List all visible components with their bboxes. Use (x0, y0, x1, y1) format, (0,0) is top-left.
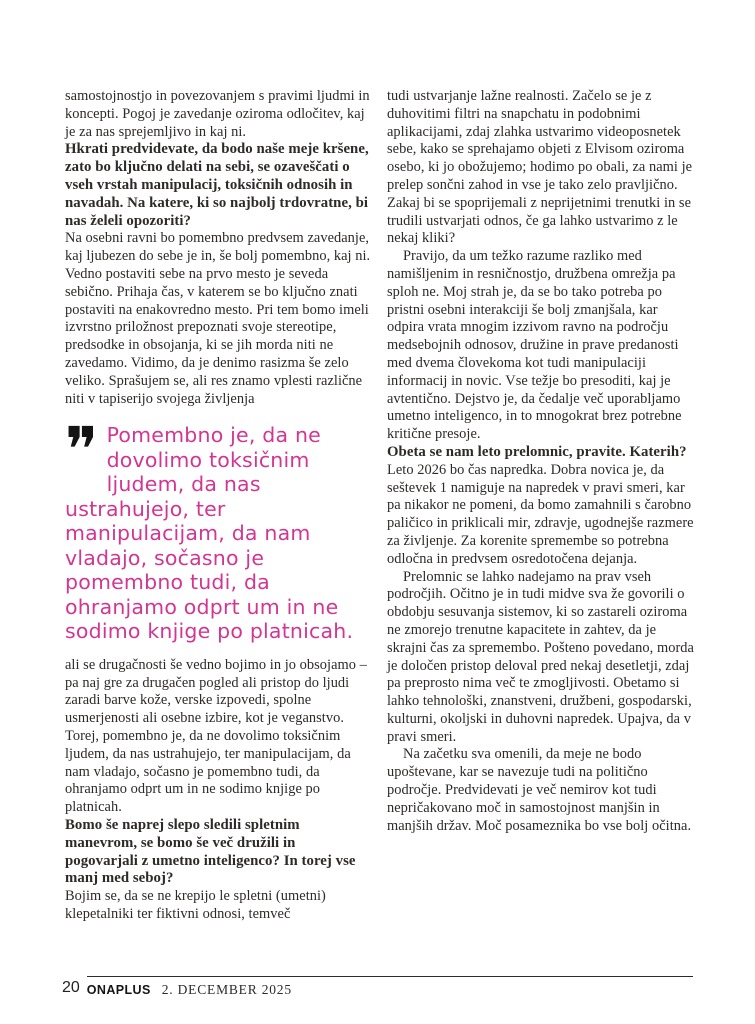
paragraph: samostojnostjo in povezovanjem s pravimi ljudmi in koncepti. Pogoj je zavedanje oziroma odločitev, kaj je za nas sprejemljivo in kaj ni. (65, 88, 370, 140)
paragraph: Leto 2026 bo čas napredka. Dobra novica je, da seštevek 1 namiguje na napredek v pravi smeri, kar pa nikakor ne pomeni, da bomo zamahnili s čarobno paličico in priklicali mir, zdravje, ugodnejše razmere za življenje. Za korenite spremembe so potrebna odločna in predvsem osredotočena dejanja. (387, 461, 694, 567)
paragraph: tudi ustvarjanje lažne realnosti. Začelo se je z duhovitimi filtri na snapchatu in podobnimi aplikacijami, zdaj zlahka ustvarimo videoposnetek sebe, kako se sprehajamo objeti z Elvisom oziroma osebo, ki jo obožujemo; hodimo po obali, za nami je prelep sončni zahod in vse je tako zelo pravljično. Zakaj bi se spoprijemali z neprijetnimi trenutki in se trudili ustvarjati odnos, če ga lahko ustvarimo z le nekaj kliki? (387, 88, 693, 247)
pull-quote-text: Pomembno je, da ne dovolimo toksičnim ljudem, da nas ustrahujejo, ter manipulacijam, da nam vladajo, sočasno je pomembno tudi, da ohranjamo odprt um in ne sodimo knjige po platnicah. (65, 423, 354, 644)
quote-mark-icon: ❞ (65, 413, 99, 487)
magazine-brand: ONAPLUS (86, 983, 151, 997)
pull-quote (65, 413, 372, 644)
paragraph: Prelomnic se lahko nadejamo na prav vseh področjih. Očitno je in tudi midve sva že govorili o obdobju sesuvanja sistemov, ki so zastareli oziroma ne zmorejo trenutne kapacitete in zahtev, da je skrajni čas za spremembo. Pošteno povedano, morda je določen pristop deloval pred nekaj desetletji, zdaj pa preprosto nima več te zmogljivosti. Obetamo si lahko tehnološki, znanstveni, družbeni, gospodarski, kulturni, okoljski in duhovni napredek. Upajva, da v pravi smeri. (387, 568, 694, 745)
paragraph: Na začetku sva omenili, da meje ne bodo upoštevane, kar se navezuje tudi na politično področje. Predvidevati je več nemirov kot tudi nepričakovano moč in samostojnost manjšin in manjših držav. Moč posameznika bo vse bolj očitna. (387, 746, 692, 834)
paragraph: Bojim se, da se ne krepijo le spletni (umetni) klepetalniki ter fiktivni odnosi, temveč (65, 888, 326, 922)
article-body (65, 88, 694, 924)
interview-question: Obeta se nam leto prelomnic, pravite. Katerih? (387, 443, 687, 460)
article-column-left (65, 88, 372, 924)
paragraph: Na osebni ravni bo pomembno predvsem zavedanje, kaj ljubezen do sebe je in, še bolj pomembno, kaj ni. Vedno postaviti sebe na prvo mesto je seveda sebično. Prihaja čas, v katerem se bo ključno znati postaviti na enakovredno mesto. Pri tem bomo imeli izvrstno priložnost prepoznati svoje stereotipe, predsodke in obsojanja, ki se jih morda niti ne zavedamo. Vidimo, da je denimo rasizma še zelo veliko. Sprašujem se, ali res znamo vplesti različne niti v tapiserijo svojega življenja (65, 230, 371, 407)
interview-question: Hkrati predvidevate, da bodo naše meje kršene, zato bo ključno delati na sebi, se ozaveščati o vseh vrstah manipulacij, toksičnih odnosih in navadah. Na katere, ki so najbolj trdovratne, bi nas želeli opozoriti? (65, 141, 369, 229)
footer-rule (87, 976, 693, 999)
paragraph: Pravijo, da um težko razume razliko med namišljenim in resničnostjo, družbena omrežja pa sploh ne. Moj strah je, da se bo tako potreba po pristni osebni interakciji še bolj zmanjšala, kar odpira vrata mnogim izzivom ravno na področju medsebojnih odnosov, družine in prave predanosti med dvema človekoma kot tudi manipulaciji informacij in novic. Vse težje bo presoditi, kaj je avtentično. Dejstvo je, da čedalje več uporabljamo umetno inteligenco, in to mnogokrat brez potrebne kritične presoje. (387, 248, 682, 443)
page-number: 20 (62, 979, 80, 996)
interview-question: Bomo še naprej slepo sledili spletnim manevrom, se bomo še več družili in pogovarjali z umetno inteligenco? In torej vse manj med seboj? (65, 817, 356, 887)
article-column-right (387, 88, 694, 924)
paragraph: ali se drugačnosti še vedno bojimo in jo obsojamo – pa naj gre za drugačen pogled ali pristop do ljudi zaradi barve kože, verske izpovedi, spolne usmerjenosti ali osebne izbire, kot je veganstvo. Torej, pomembno je, da ne dovolimo toksičnim ljudem, da nas ustrahujejo, ter manipulacijam, da nam vladajo, sočasno je pomembno tudi, da ohranjamo odprt um in ne sodimo knjige po platnicah. (65, 656, 367, 816)
issue-date: 2. DECEMBER 2025 (161, 982, 292, 997)
page-footer (62, 976, 693, 999)
